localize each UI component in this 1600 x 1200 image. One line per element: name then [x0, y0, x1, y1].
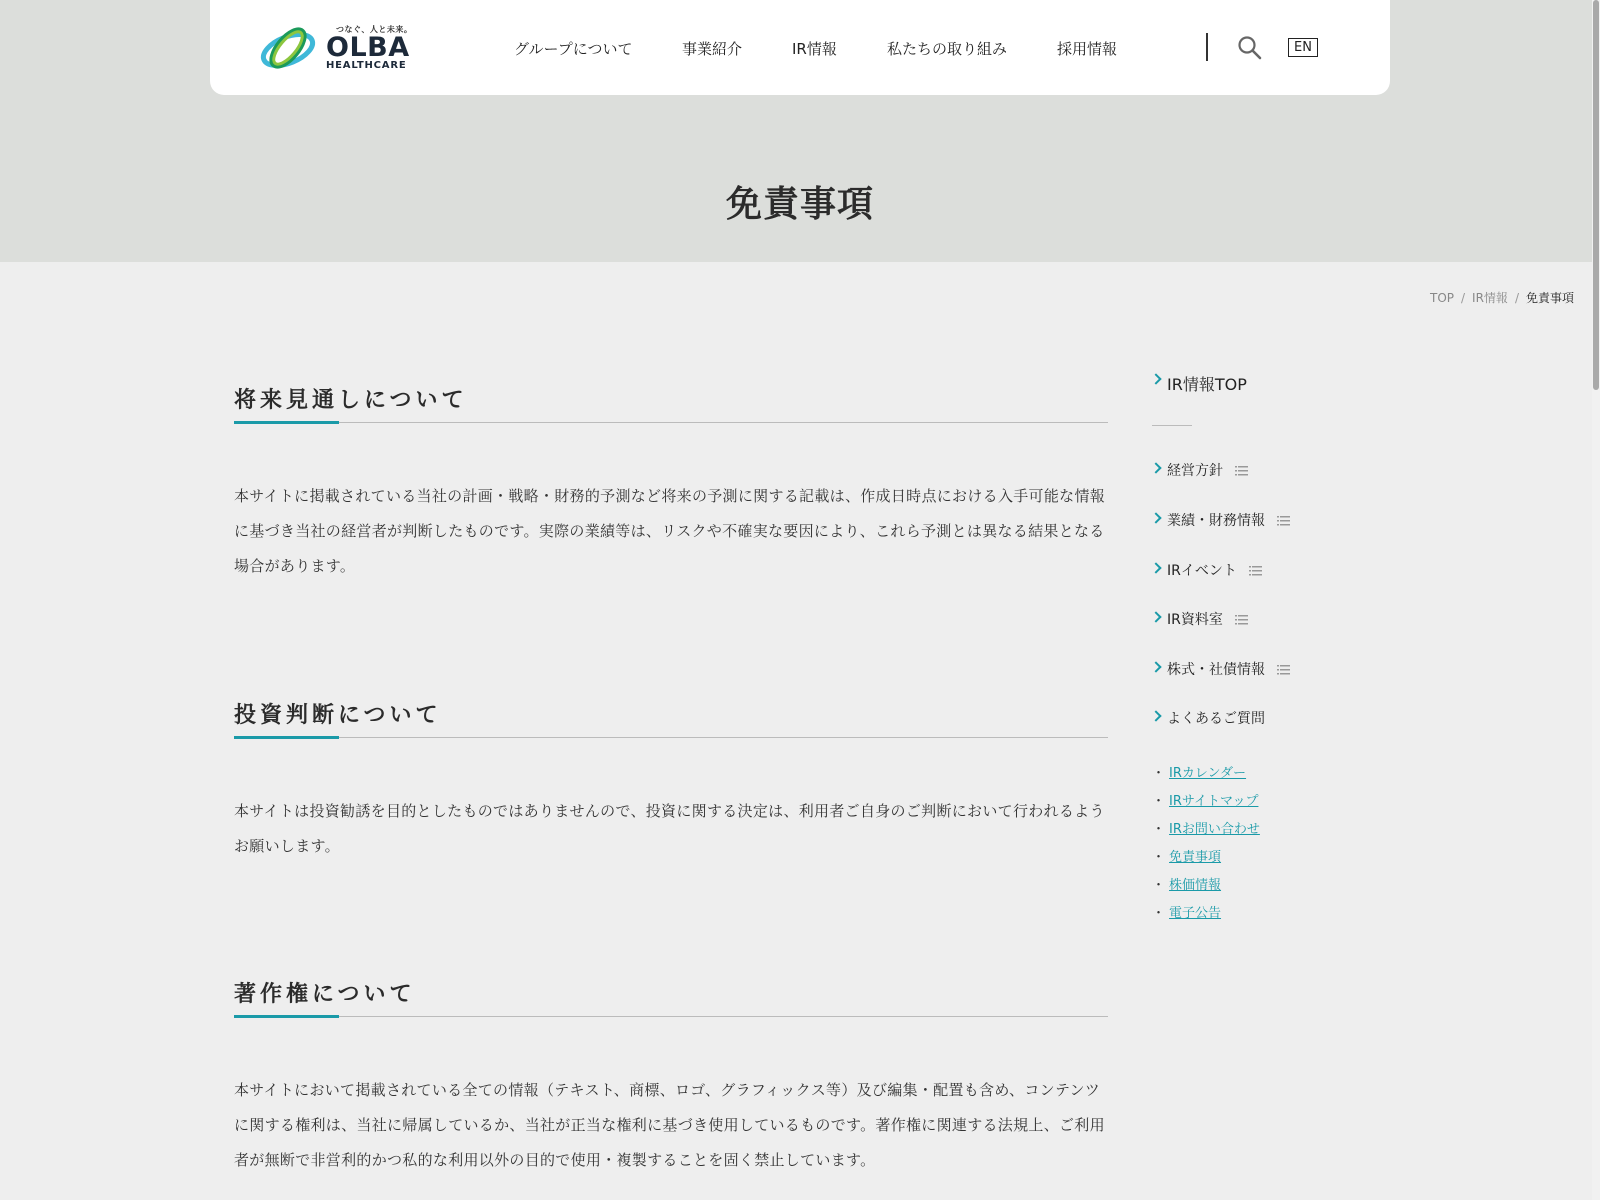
- link-public-notice[interactable]: 電子公告: [1169, 906, 1222, 921]
- heading-rule: [234, 1016, 1108, 1017]
- section-investment: [234, 695, 1108, 864]
- chevron-right-icon: [1150, 710, 1161, 721]
- sidebar: [1152, 372, 1352, 921]
- sidebar-divider: [1152, 425, 1192, 426]
- sidebar-item-faq[interactable]: [1152, 708, 1265, 728]
- nav-item-ir[interactable]: IR情報: [792, 40, 837, 58]
- breadcrumb-ir[interactable]: IR情報: [1472, 291, 1508, 305]
- list-item: [1152, 816, 1260, 844]
- scrollbar-thumb[interactable]: [1593, 0, 1599, 390]
- chevron-right-icon: [1150, 462, 1161, 473]
- list-icon[interactable]: [1235, 615, 1248, 625]
- header-divider: [1206, 33, 1208, 61]
- site-header: [210, 0, 1390, 95]
- sidebar-item-label: IRイベント: [1167, 563, 1237, 579]
- list-item: [1152, 900, 1260, 928]
- link-ir-sitemap[interactable]: IRサイトマップ: [1169, 794, 1259, 809]
- sidebar-item-ir-library[interactable]: [1152, 609, 1248, 629]
- chevron-right-icon: [1150, 373, 1161, 384]
- list-icon[interactable]: [1277, 665, 1290, 675]
- link-ir-contact[interactable]: IRお問い合わせ: [1169, 822, 1260, 837]
- nav-item-initiatives[interactable]: 私たちの取り組み: [887, 40, 1008, 58]
- link-disclaimer[interactable]: 免責事項: [1169, 850, 1222, 865]
- nav-item-recruit[interactable]: 採用情報: [1057, 40, 1118, 58]
- link-ir-calendar[interactable]: IRカレンダー: [1169, 766, 1247, 781]
- sidebar-item-financials[interactable]: [1152, 510, 1290, 530]
- logo-subtitle: HEALTHCARE: [326, 60, 407, 71]
- section-heading: 投資判断について: [234, 703, 442, 728]
- sidebar-item-label: 株式・社債情報: [1167, 662, 1265, 678]
- bullet: ・: [1152, 766, 1166, 781]
- heading-rule: [234, 737, 1108, 738]
- breadcrumb-top[interactable]: TOP: [1429, 291, 1454, 305]
- list-item: [1152, 844, 1260, 872]
- logo-name: OLBA: [326, 32, 410, 63]
- logo-mark-icon: [258, 24, 320, 72]
- chevron-right-icon: [1150, 562, 1161, 573]
- section-body: 本サイトにおいて掲載されている全ての情報（テキスト、商標、ロゴ、グラフィックス等）及び編集・配置も含め、コンテンツに関する権利は、当社に帰属しているか、当社が正当な権利に基づき使用しているものです。著作権に関連する法規上、ご利用者が無断で非営利的かつ私的な利用以外の目的で使用・複製することを固く禁止しています。: [234, 1081, 1105, 1169]
- list-icon[interactable]: [1277, 516, 1290, 526]
- list-icon[interactable]: [1235, 466, 1248, 476]
- sidebar-item-label: 経営方針: [1167, 463, 1223, 479]
- heading-rule: [234, 422, 1108, 423]
- sidebar-item-label: IR資料室: [1167, 612, 1223, 628]
- chevron-right-icon: [1150, 611, 1161, 622]
- chevron-right-icon: [1150, 661, 1161, 672]
- sidebar-item-ir-top[interactable]: [1152, 372, 1352, 395]
- nav-item-group[interactable]: グループについて: [514, 40, 633, 58]
- sidebar-item-label: 業績・財務情報: [1167, 513, 1265, 529]
- section-heading: 将来見通しについて: [234, 388, 468, 413]
- bullet: ・: [1152, 878, 1166, 893]
- bullet: ・: [1152, 906, 1166, 921]
- breadcrumb-current: 免責事項: [1525, 291, 1574, 305]
- bullet: ・: [1152, 794, 1166, 809]
- sidebar-item-label: IR情報TOP: [1167, 375, 1247, 394]
- list-item: [1152, 788, 1260, 816]
- logo-tagline: つなぐ、人と未来。: [336, 25, 413, 34]
- nav-item-business[interactable]: 事業紹介: [682, 40, 743, 58]
- link-stock-price[interactable]: 株価情報: [1169, 878, 1222, 893]
- sidebar-item-ir-events[interactable]: [1152, 560, 1262, 580]
- breadcrumb-separator: /: [1461, 291, 1466, 305]
- search-icon[interactable]: [1237, 35, 1263, 61]
- section-heading: 著作権について: [234, 982, 416, 1007]
- list-item: [1152, 760, 1260, 788]
- list-icon[interactable]: [1249, 566, 1262, 576]
- list-item: [1152, 872, 1260, 900]
- sidebar-item-stock-bonds[interactable]: [1152, 659, 1290, 679]
- breadcrumb-separator: /: [1514, 291, 1519, 305]
- page-title: 免責事項: [725, 184, 874, 226]
- sidebar-link-list: [1152, 760, 1260, 928]
- chevron-right-icon: [1150, 512, 1161, 523]
- page-scrollbar[interactable]: [1592, 0, 1600, 1200]
- section-copyright: [234, 974, 1108, 1178]
- breadcrumb: [1430, 289, 1574, 306]
- section-forward-looking: [234, 380, 1108, 584]
- site-logo[interactable]: [258, 22, 428, 74]
- bullet: ・: [1152, 850, 1166, 865]
- section-body: 本サイトは投資勧誘を目的としたものではありませんので、投資に関する決定は、利用者ご自身のご判断において行われるようお願いします。: [234, 802, 1105, 855]
- section-body: 本サイトに掲載されている当社の計画・戦略・財務的予測など将来の予測に関する記載は、作成日時点における入手可能な情報に基づき当社の経営者が判断したものです。実際の業績等は、リスクや不確実な要因により、これら予測とは異なる結果となる場合があります。: [234, 487, 1106, 575]
- sidebar-item-policy[interactable]: [1152, 460, 1248, 480]
- sidebar-item-label: よくあるご質問: [1167, 711, 1265, 727]
- language-toggle-button[interactable]: EN: [1288, 38, 1318, 57]
- bullet: ・: [1152, 822, 1166, 837]
